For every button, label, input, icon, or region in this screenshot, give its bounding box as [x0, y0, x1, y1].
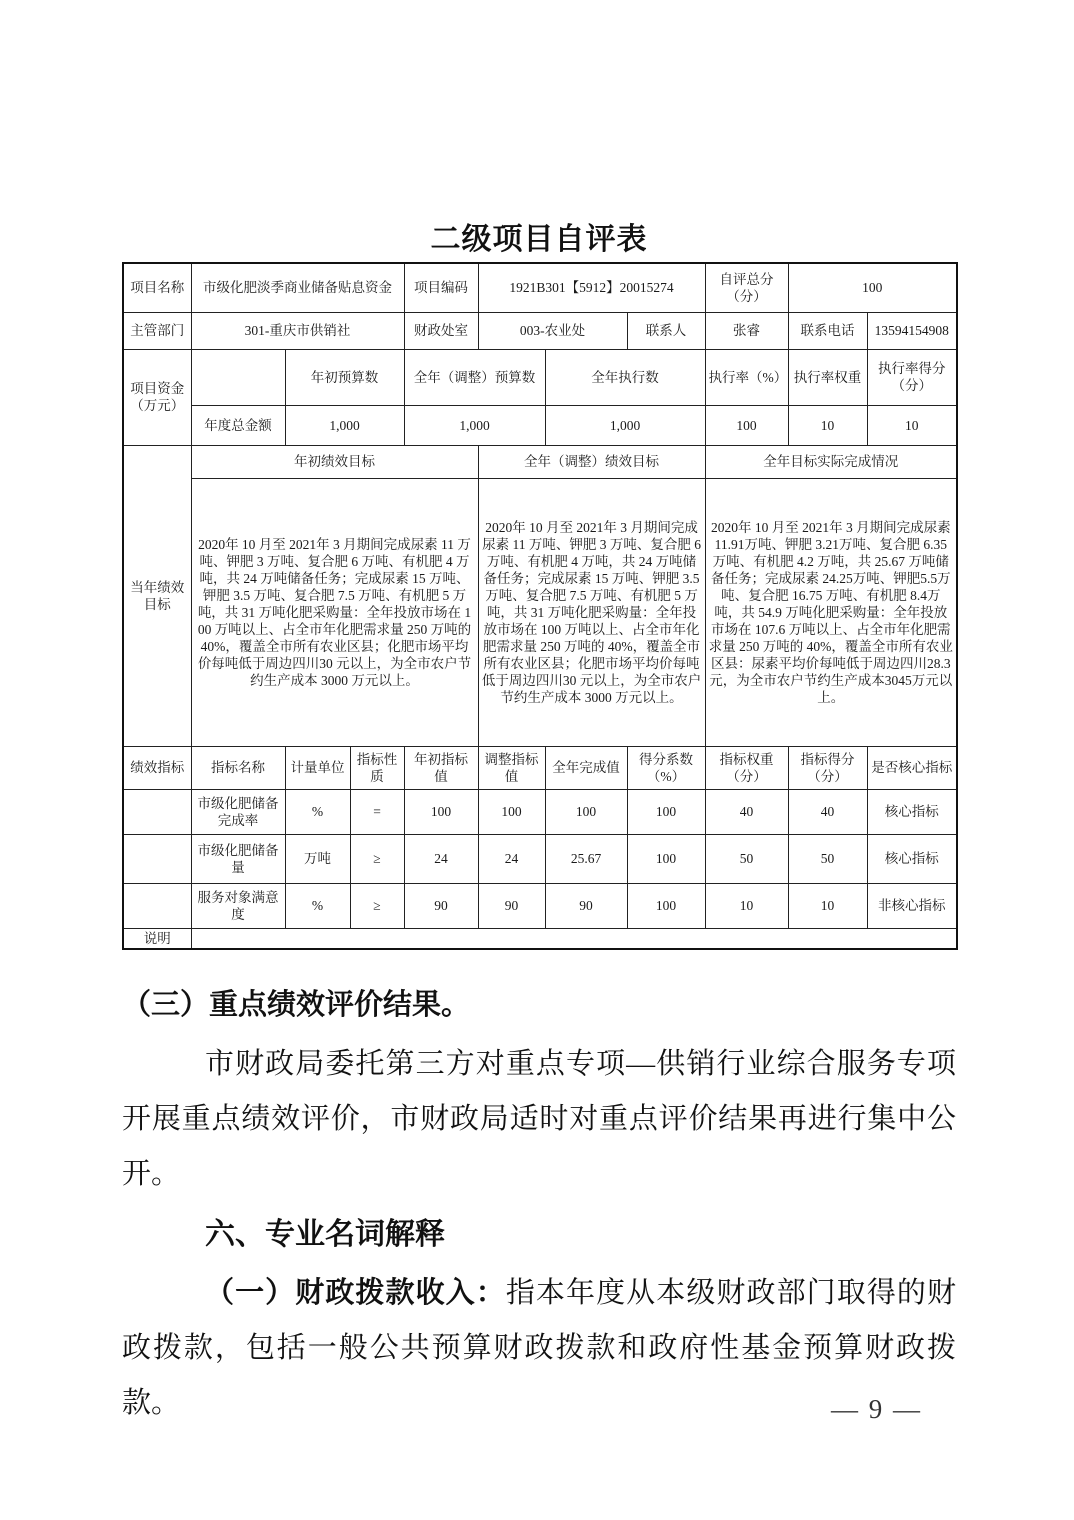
- indicator-initial: 90: [404, 883, 478, 928]
- indicator-initial: 100: [404, 789, 478, 834]
- indicator-actual: 100: [545, 789, 627, 834]
- indicator-score: 50: [788, 834, 867, 883]
- heading-terms: 六、专业名词解释: [205, 1217, 445, 1251]
- document-content: [122, 0, 956, 1431]
- project-name-value: 市级化肥淡季商业储备贴息资金: [191, 263, 404, 312]
- indicator-row: [123, 883, 957, 928]
- remark-label: 说明: [123, 928, 191, 949]
- indicator-unit: %: [285, 789, 350, 834]
- indicator-weight: 10: [705, 883, 788, 928]
- funds-header-initial: 年初预算数: [285, 349, 404, 405]
- indicator-left-empty: [123, 789, 191, 834]
- indicator-core: 核心指标: [867, 834, 957, 883]
- project-code-label: 项目编码: [404, 263, 478, 312]
- indicator-header-initial: 年初指标值: [404, 746, 478, 789]
- goals-header-actual: 全年目标实际完成情况: [705, 445, 957, 478]
- goals-adjusted-text: 2020年 10 月至 2021年 3 月期间完成尿素 11 万吨、钾肥 3 万吨、复合肥 6 万吨、有机肥 4 万吨，共 24 万吨储备任务；完成尿素 15 万吨、钾肥 3.5 万吨、复合肥 7.5 万吨、有机肥 5 万吨，共 31 万吨化肥采购量：全年投放市场在 100 万吨以上、占全市年化肥需求量 250 万吨的 40%，覆盖全市所有农业区县；化肥市场平均价每吨低于周边四川30 元以上，为全市农户节约生产成本 3000 万元以上。: [478, 478, 705, 746]
- goals-label: 当年绩效目标: [123, 445, 191, 746]
- funds-header-adjusted: 全年（调整）预算数: [404, 349, 545, 405]
- indicator-header-adjusted: 调整指标值: [478, 746, 545, 789]
- indicator-actual: 90: [545, 883, 627, 928]
- indicator-row: [123, 834, 957, 883]
- indicator-actual: 25.67: [545, 834, 627, 883]
- remark-value: [191, 928, 957, 949]
- phone-value: 13594154908: [867, 312, 957, 349]
- indicator-weight: 40: [705, 789, 788, 834]
- table-row: [123, 405, 957, 445]
- funds-initial-value: 1,000: [285, 405, 404, 445]
- table-row: [123, 478, 957, 746]
- funds-empty-cell: [191, 349, 285, 405]
- page-number: — 9 —: [831, 1394, 922, 1424]
- funds-rate-value: 100: [705, 405, 788, 445]
- indicator-core: 非核心指标: [867, 883, 957, 928]
- term-rest: 指本年度从本级财政部门取得的财政拨款，包括一般公共预算财政拨款和政府性基金预算财政拨款。: [122, 1276, 956, 1419]
- indicator-left-empty: [123, 834, 191, 883]
- paragraph-key-eval: 市财政局委托第三方对重点专项—供销行业综合服务专项开展重点绩效评价，市财政局适时对重点评价结果再进行集中公开。: [122, 1047, 956, 1190]
- dept-value: 301-重庆市供销社: [191, 312, 404, 349]
- self-eval-table: [122, 262, 958, 950]
- table-row: [123, 928, 957, 949]
- funds-header-rate-weight: 执行率权重: [788, 349, 867, 405]
- indicator-name: 市级化肥储备量: [191, 834, 285, 883]
- funds-rate-weight-value: 10: [788, 405, 867, 445]
- funds-rate-score-value: 10: [867, 405, 957, 445]
- indicator-score: 10: [788, 883, 867, 928]
- funds-label: 项目资金（万元）: [123, 349, 191, 445]
- indicator-score: 40: [788, 789, 867, 834]
- self-score-label: 自评总分（分）: [705, 263, 788, 312]
- indicator-left-empty: [123, 883, 191, 928]
- indicator-adjusted: 24: [478, 834, 545, 883]
- indicator-unit: %: [285, 883, 350, 928]
- heading-key-eval-result: （三）重点绩效评价结果。: [122, 988, 471, 1021]
- contact-value: 张睿: [705, 312, 788, 349]
- dept-label: 主管部门: [123, 312, 191, 349]
- indicator-coef: 100: [627, 883, 705, 928]
- indicator-header-coef: 得分系数（%）: [627, 746, 705, 789]
- phone-label: 联系电话: [788, 312, 867, 349]
- indicator-nature: ≥: [350, 883, 404, 928]
- indicator-core: 核心指标: [867, 789, 957, 834]
- table-row: [123, 349, 957, 405]
- funds-header-rate: 执行率（%）: [705, 349, 788, 405]
- indicator-header-core: 是否核心指标: [867, 746, 957, 789]
- table-row: [123, 312, 957, 349]
- indicator-header-actual: 全年完成值: [545, 746, 627, 789]
- goals-header-adjusted: 全年（调整）绩效目标: [478, 445, 705, 478]
- indicator-coef: 100: [627, 834, 705, 883]
- indicator-weight: 50: [705, 834, 788, 883]
- funds-adjusted-value: 1,000: [404, 405, 545, 445]
- term-lead: （一）财政拨款收入：: [205, 1276, 506, 1309]
- indicator-header-nature: 指标性质: [350, 746, 404, 789]
- indicator-initial: 24: [404, 834, 478, 883]
- table-row: [123, 263, 957, 312]
- goals-initial-text: 2020年 10 月至 2021年 3 月期间完成尿素 11 万吨、钾肥 3 万吨、复合肥 6 万吨、有机肥 4 万吨，共 24 万吨储备任务；完成尿素 15 万吨、钾肥 3.5 万吨、复合肥 7.5 万吨、有机肥 5 万吨，共 31 万吨化肥采购量：全年投放市场在 100 万吨以上、占全市年化肥需求量 250 万吨的 40%，覆盖全市所有农业区县；化肥市场平均价每吨低于周边四川30 元以上，为全市农户节约生产成本 3000 万元以上。: [191, 478, 478, 746]
- indicator-adjusted: 100: [478, 789, 545, 834]
- funds-header-rate-score: 执行率得分（分）: [867, 349, 957, 405]
- indicator-unit: 万吨: [285, 834, 350, 883]
- project-code-value: 1921B301【5912】20015274: [478, 263, 705, 312]
- funds-row-label: 年度总金额: [191, 405, 285, 445]
- goals-actual-text: 2020年 10 月至 2021年 3 月期间完成尿素 11.91万吨、钾肥 3.21万吨、复合肥 6.35万吨、有机肥 4.2 万吨，共 25.67 万吨储备任务；完成尿素 24.25万吨、钾肥5.5万吨、复合肥 16.75 万吨、有机肥 8.4万吨，共 54.9 万吨化肥采购量：全年投放市场在 107.6 万吨以上、占全市年化肥需求量 250 万吨的 40%，覆盖全市所有农业区县：尿素平均价每吨低于周边四川28.3元，为全市农户节约生产成本3045万元以上。: [705, 478, 957, 746]
- indicator-name: 市级化肥储备完成率: [191, 789, 285, 834]
- contact-label: 联系人: [627, 312, 705, 349]
- page-title: 二级项目自评表: [430, 223, 648, 256]
- indicator-row: [123, 789, 957, 834]
- office-value: 003-农业处: [478, 312, 627, 349]
- office-label: 财政处室: [404, 312, 478, 349]
- indicator-adjusted: 90: [478, 883, 545, 928]
- indicators-label: 绩效指标: [123, 746, 191, 789]
- table-row: [123, 746, 957, 789]
- indicator-name: 服务对象满意度: [191, 883, 285, 928]
- self-score-value: 100: [788, 263, 957, 312]
- goals-header-initial: 年初绩效目标: [191, 445, 478, 478]
- indicator-header-unit: 计量单位: [285, 746, 350, 789]
- indicator-nature: ≥: [350, 834, 404, 883]
- funds-executed-value: 1,000: [545, 405, 705, 445]
- indicator-header-name: 指标名称: [191, 746, 285, 789]
- table-row: [123, 445, 957, 478]
- indicator-header-score: 指标得分（分）: [788, 746, 867, 789]
- indicator-coef: 100: [627, 789, 705, 834]
- indicator-header-weight: 指标权重（分）: [705, 746, 788, 789]
- indicator-nature: =: [350, 789, 404, 834]
- funds-header-executed: 全年执行数: [545, 349, 705, 405]
- project-name-label: 项目名称: [123, 263, 191, 312]
